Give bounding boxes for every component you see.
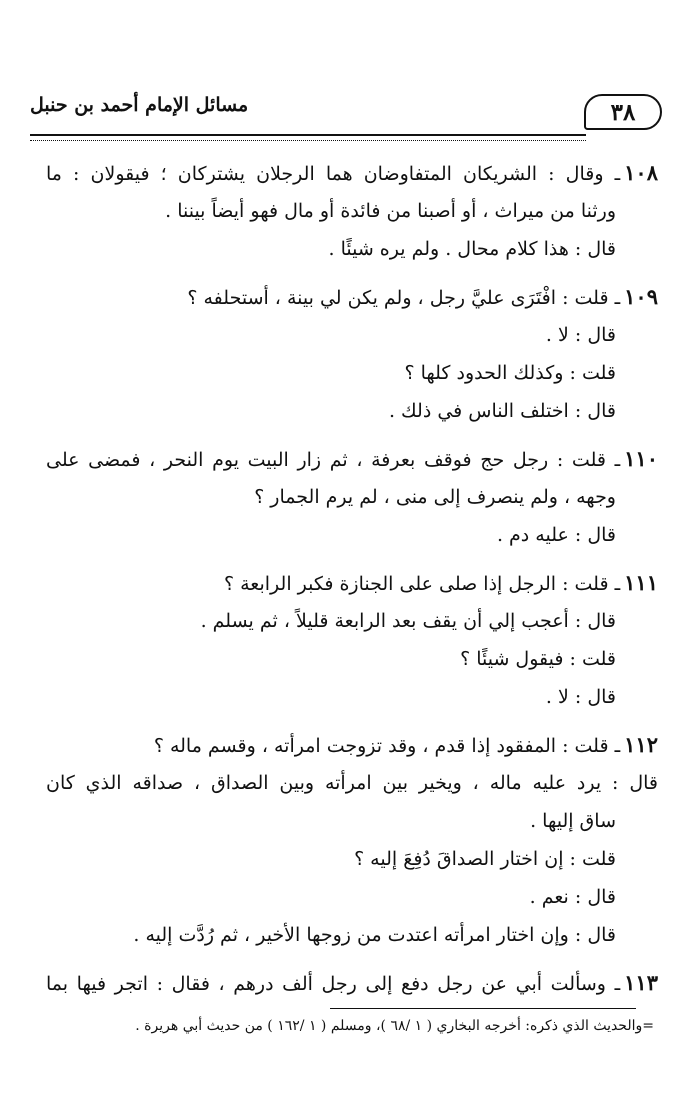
entry-number: ١١١ [624,570,658,595]
entry-112-line-5: قال : نعم . [529,886,616,908]
running-title: مسائل الإمام أحمد بن حنبل [30,94,249,116]
page-body [46,154,658,1002]
entry-109-line-4: قال : اختلف الناس في ذلك . [388,400,616,422]
entry-112-line-4: قلت : إن اختار الصداقَ دُفِعَ إليه ؟ [354,848,616,870]
entry-111-line-1: ١١١ـ قلت : الرجل إذا صلى على الجنازة فكبر الرابعة ؟ [224,570,658,595]
entry-number: ١١٢ [624,732,658,757]
entry-number: ١١٠ [624,446,658,471]
entry-110-line-3: قال : عليه دم . [496,524,616,546]
entry-112-line-3: ساق إليها . [530,810,616,832]
page-header [30,92,662,136]
entry-110-line-1: ١١٠ـ قلت : رجل حج فوقف بعرفة ، ثم زار البيت يوم النحر ، فمضى على [46,446,658,471]
entry-109-line-1: ١٠٩ـ قلت : افْتَرَى عليَّ رجل ، ولم يكن لي بينة ، أستحلفه ؟ [187,284,658,309]
entry-number: ١٠٨ [624,160,658,185]
entry-113-line-1: ١١٣ـ وسألت أبي عن رجل دفع إلى رجل ألف درهم ، فقال : اتجر فيها بما [46,970,658,995]
entry-111-line-3: قلت : فيقول شيئًا ؟ [460,648,616,670]
entry-112-line-6: قال : وإن اختار امرأته اعتدت من زوجها الأخير ، ثم رُدَّت إليه . [133,924,616,946]
entry-111-line-4: قال : لا . [545,686,616,708]
footnote: =والحديث الذي ذكره: أخرجه البخاري ( ١ /٦٨ )، ومسلم ( ١ /١٦٢ ) من حديث أبي هريرة . [135,1018,654,1034]
entry-109-line-2: قال : لا . [545,324,616,346]
entry-108-line-3: قال : هذا كلام محال . ولم يره شيئًا . [328,238,616,260]
entry-number: ١١٣ [624,970,658,995]
page-number: ٣٨ [584,94,662,130]
header-rule [30,134,586,141]
entry-109-line-3: قلت : وكذلك الحدود كلها ؟ [404,362,616,384]
entry-110-line-2: وجهه ، ولم ينصرف إلى منى ، لم يرم الجمار ؟ [254,486,616,508]
entry-111-line-2: قال : أعجب إلي أن يقف بعد الرابعة قليلاً ، ثم يسلم . [200,610,616,632]
footnote-rule [330,1008,636,1009]
entry-108-line-1: ١٠٨ـ وقال : الشريكان المتفاوضان هما الرجلان يشتركان ؛ فيقولان : ما [46,160,658,185]
entry-number: ١٠٩ [624,284,658,309]
entry-112-line-2: قال : يرد عليه ماله ، ويخير بين امرأته وبين الصداق ، صداقه الذي كان [46,772,658,794]
entry-112-line-1: ١١٢ـ قلت : المفقود إذا قدم ، وقد تزوجت امرأته ، وقسم ماله ؟ [153,732,658,757]
entry-108-line-2: ورثنا من ميراث ، أو أصبنا من فائدة أو مال فهو أيضاً بيننا . [165,200,616,222]
